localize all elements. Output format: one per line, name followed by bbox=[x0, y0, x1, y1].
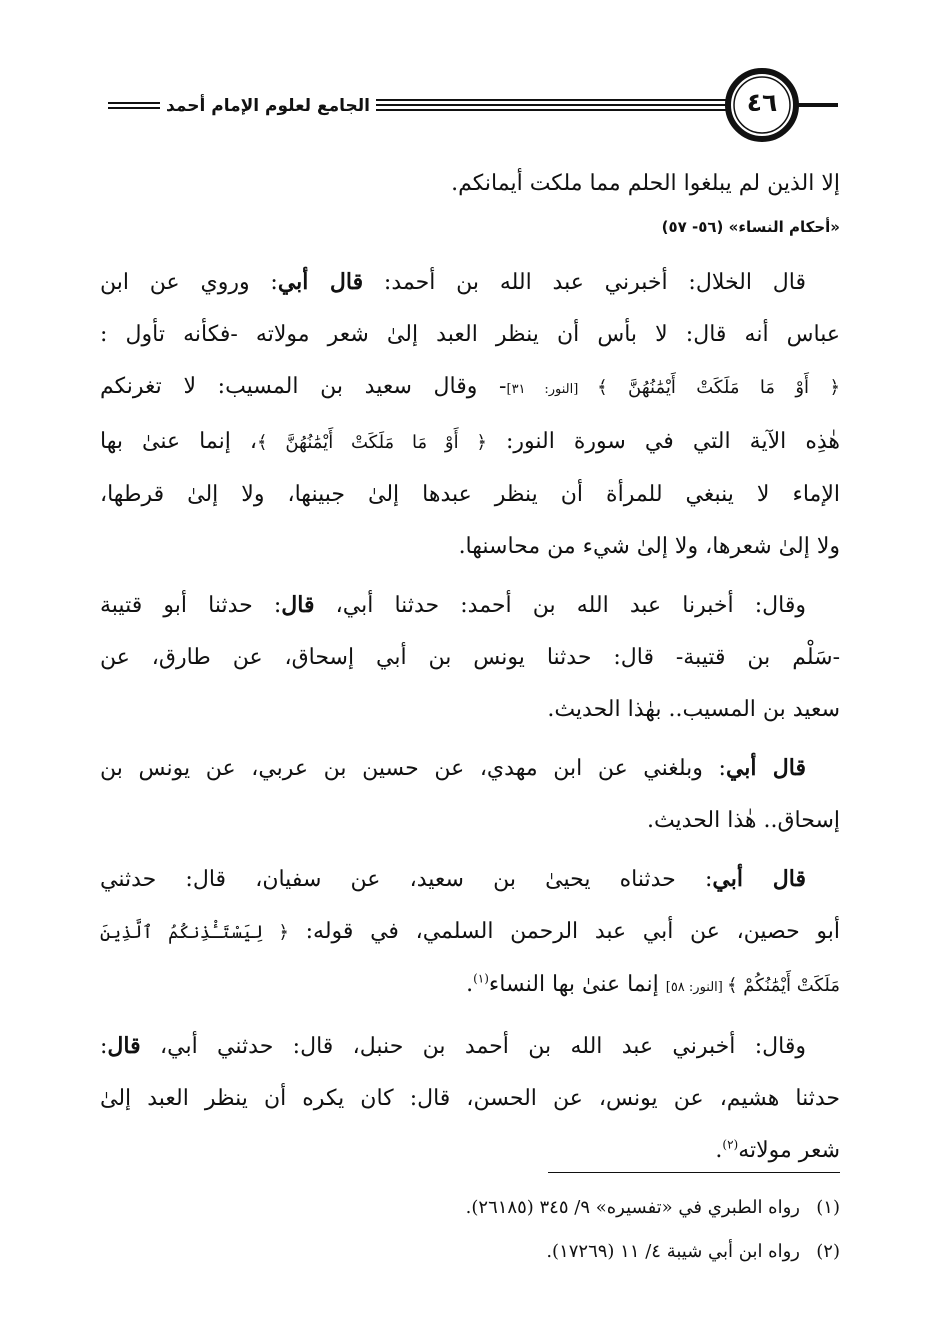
footnote-text: رواه ابن أبي شيبة ٤/ ١١ (١٧٢٦٩). bbox=[546, 1241, 800, 1262]
text-line: -سَلْم بن قتيبة- قال: حدثنا يونس بن أبي إسحاق، عن طارق، عن bbox=[100, 645, 840, 670]
text-span: شعر مولاته bbox=[738, 1138, 840, 1163]
text-span: أبو حصين، عن أبي عبد الرحمن السلمي، في قوله: bbox=[288, 919, 840, 944]
text-line: سعيد بن المسيب.. بهٰذا الحديث. bbox=[547, 697, 840, 722]
running-title: الجامع لعلوم الإمام أحمد bbox=[166, 96, 370, 116]
text-line bbox=[100, 416, 840, 469]
speaker-bold: قال أبي bbox=[277, 269, 364, 295]
text-line bbox=[100, 256, 840, 309]
text-span: : حدثناه يحيىٰ بن سعيد، عن سفيان، قال: حدثني bbox=[100, 867, 713, 892]
text-line: الإماء لا ينبغي للمرأة أن ينظر عبدها إلىٰ جبينها، ولا إلىٰ قرطها، bbox=[100, 482, 840, 507]
footnote-text: رواه الطبري في «تفسيره» ٩/ ٣٤٥ (٢٦١٨٥). bbox=[465, 1197, 800, 1218]
text-line: ولا إلىٰ شعرها، ولا إلىٰ شيء من محاسنها. bbox=[458, 534, 840, 559]
footnote-2 bbox=[100, 1230, 840, 1274]
text-line bbox=[100, 361, 840, 416]
paragraph-4 bbox=[100, 853, 840, 1014]
verse-reference: [النور: ٣١] bbox=[506, 382, 598, 397]
running-header bbox=[0, 0, 932, 150]
quran-quote: مَلَكَتْ أَيْمَٰنُكُمْ ﴾ bbox=[727, 975, 840, 996]
speaker-bold: قال أبي bbox=[725, 755, 806, 781]
text-line bbox=[100, 853, 840, 906]
paragraph-3 bbox=[100, 742, 840, 847]
text-span: : حدثنا أبو قتيبة bbox=[100, 593, 282, 618]
text-span: ، إنما عنىٰ بها bbox=[100, 429, 258, 454]
quran-quote: ﴿ أَوْ مَا مَلَكَتْ أَيْمَٰنُهُنَّ ﴾ bbox=[597, 377, 840, 398]
text-line bbox=[100, 959, 840, 1014]
text-span: . bbox=[715, 1138, 723, 1163]
footnote-divider bbox=[548, 1172, 840, 1173]
text-span: وقال: أخبرني عبد الله بن أحمد بن حنبل، قال: حدثني أبي، bbox=[140, 1034, 806, 1059]
speaker-bold: قال bbox=[281, 592, 315, 618]
footnotes bbox=[100, 1186, 840, 1274]
text-span: وقال: أخبرنا عبد الله بن أحمد: حدثنا أبي، bbox=[314, 593, 806, 618]
text-span: قال الخلال: أخبرني عبد الله بن أحمد: bbox=[363, 270, 806, 295]
quran-quote: ﴿ لِيَسْتَـْٔذِنكُمُ ٱلَّذِينَ bbox=[100, 922, 289, 943]
footnote-1 bbox=[100, 1186, 840, 1230]
paragraph-5 bbox=[100, 1020, 840, 1177]
text-line: إسحاق.. هٰذا الحديث. bbox=[646, 808, 840, 833]
text-line bbox=[100, 1020, 840, 1073]
footnote-number: (٢) bbox=[816, 1241, 840, 1262]
source-reference: «أحكام النساء» (٥٦- ٥٧) bbox=[661, 218, 840, 236]
intro-line: إلا الذين لم يبلغوا الحلم مما ملكت أيمانكم. bbox=[451, 171, 840, 196]
footnote-number: (١) bbox=[816, 1197, 840, 1218]
speaker-bold: قال bbox=[107, 1033, 141, 1059]
text-line bbox=[100, 579, 840, 632]
footnote-marker[interactable]: (٢) bbox=[722, 1137, 739, 1152]
speaker-bold: قال أبي bbox=[712, 866, 806, 892]
text-span: هٰذِه الآية التي في سورة النور: bbox=[486, 429, 840, 454]
text-line bbox=[100, 1125, 840, 1177]
verse-reference: [النور: ٥٨] bbox=[665, 980, 728, 995]
main-text bbox=[100, 158, 840, 1183]
quran-quote: ﴿ أَوْ مَا مَلَكَتْ أَيْمَٰنُهُنَّ ﴾ bbox=[257, 432, 487, 453]
text-span: : bbox=[100, 1034, 108, 1059]
text-line: حدثنا هشيم، عن يونس، عن الحسن، قال: كان يكره أن ينظر العبد إلىٰ bbox=[100, 1086, 840, 1111]
text-span: : وروي عن ابن bbox=[100, 270, 278, 295]
text-span: . bbox=[466, 972, 474, 997]
text-line bbox=[100, 906, 840, 959]
text-line bbox=[100, 742, 840, 795]
footnote-marker[interactable]: (١) bbox=[473, 971, 489, 986]
text-line: عباس أنه قال: لا بأس أن ينظر العبد إلىٰ شعر مولاته -فكأنه تأول : bbox=[100, 322, 840, 347]
header-ornament bbox=[0, 0, 932, 150]
paragraph-2 bbox=[100, 579, 840, 736]
paragraph-1 bbox=[100, 256, 840, 573]
text-span: إنما عنىٰ بها النساء bbox=[488, 972, 666, 997]
text-span: - وقال سعيد بن المسيب: لا تغرنكم bbox=[100, 374, 507, 399]
text-span: : وبلغني عن ابن مهدي، عن حسين بن عربي، عن يونس بن bbox=[100, 756, 726, 781]
page-number: ٤٦ bbox=[746, 88, 778, 117]
